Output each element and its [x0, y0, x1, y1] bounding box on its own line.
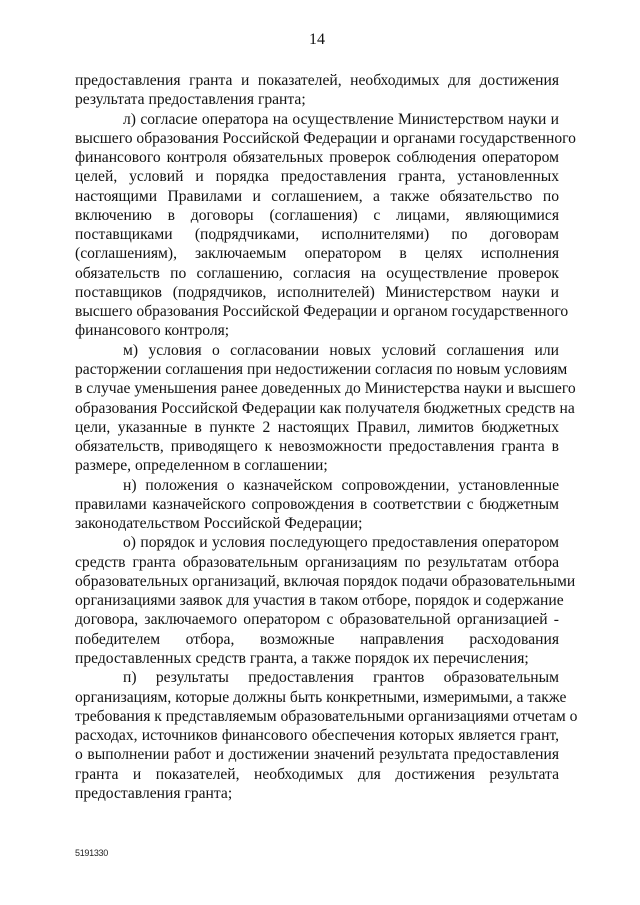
text-line: настоящими Правилами и соглашением, а также обязательство по — [75, 187, 559, 205]
text-line: финансового контроля обязательных проверок соблюдения оператором — [75, 149, 559, 167]
text-line: договора, заключаемого оператором с образовательной организацией - — [75, 611, 559, 629]
text-line: обязательств, приводящего к невозможности предоставления гранта в — [75, 438, 559, 456]
text-line: предоставления гранта; — [75, 784, 233, 802]
text-line: (соглашениям), заключаемым оператором в целях исполнения — [75, 245, 559, 263]
paragraph-start-line: п) результаты предоставления грантов образовательным — [123, 669, 559, 687]
text-line: финансового контроля; — [75, 322, 230, 340]
text-line: организациям, которые должны быть конкретными, измеримыми, а также — [75, 688, 567, 706]
text-line: предоставления гранта и показателей, необходимых для достижения — [75, 72, 559, 89]
text-line: включению в договоры (соглашения) с лицами, являющимися — [75, 206, 559, 224]
text-line: целей, условий и порядка предоставления гранта, установленных — [75, 168, 559, 186]
text-line: высшего образования Российской Федерации и органами государственного — [75, 129, 576, 147]
text-line: гранта и показателей, необходимых для достижения результата — [75, 765, 559, 783]
text-line: в случае уменьшения ранее доведенных до Министерства науки и высшего — [75, 380, 576, 398]
text-line: победителем отбора, возможные направления расходования — [75, 630, 559, 648]
page-number: 14 — [309, 31, 325, 48]
text-line: расходах, источников финансового обеспечения которых является грант, — [75, 727, 559, 745]
text-line: результата предоставления гранта; — [75, 91, 306, 109]
text-line: обязательств по соглашению, согласия на осуществление проверок — [75, 264, 559, 282]
text-line: образования Российской Федерации как получателя бюджетных средств на — [75, 399, 575, 417]
text-line: требования к представляемым образовательными организациями отчетам о — [75, 707, 578, 725]
paragraph-start-line: н) положения о казначейском сопровождении, установленные — [123, 476, 559, 494]
text-line: о выполнении работ и достижении значений результата предоставления — [75, 746, 559, 764]
text-line: поставщиков (подрядчиков, исполнителей) Министерством науки и — [75, 283, 559, 301]
text-line: образовательных организаций, включая порядок подачи образовательными — [75, 572, 576, 590]
text-line: расторжении соглашения при недостижении согласия по новым условиям — [75, 360, 568, 378]
text-line: правилами казначейского сопровождения в соответствии с бюджетным — [75, 495, 559, 513]
document-body — [75, 71, 578, 803]
paragraph-start-line: л) согласие оператора на осуществление Министерством науки и — [123, 110, 559, 128]
text-line: организациями заявок для участия в таком отборе, порядок и содержание — [75, 592, 564, 610]
paragraph-start-line: м) условия о согласовании новых условий соглашения или — [123, 341, 559, 359]
text-line: цели, указанные в пункте 2 настоящих Правил, лимитов бюджетных — [75, 418, 559, 436]
text-line: размере, определенном в соглашении; — [75, 457, 328, 475]
text-line: средств гранта образовательным организациям по результатам отбора — [75, 553, 559, 571]
text-line: высшего образования Российской Федерации и органом государственного — [75, 303, 569, 321]
document-code: 5191330 — [75, 848, 108, 858]
text-line: законодательством Российской Федерации; — [75, 515, 363, 533]
text-line: поставщиками (подрядчиками, исполнителями) по договорам — [75, 226, 559, 244]
text-line: предоставленных средств гранта, а также порядок их перечисления; — [75, 649, 529, 667]
paragraph-start-line: о) порядок и условия последующего предоставления оператором — [123, 534, 559, 552]
